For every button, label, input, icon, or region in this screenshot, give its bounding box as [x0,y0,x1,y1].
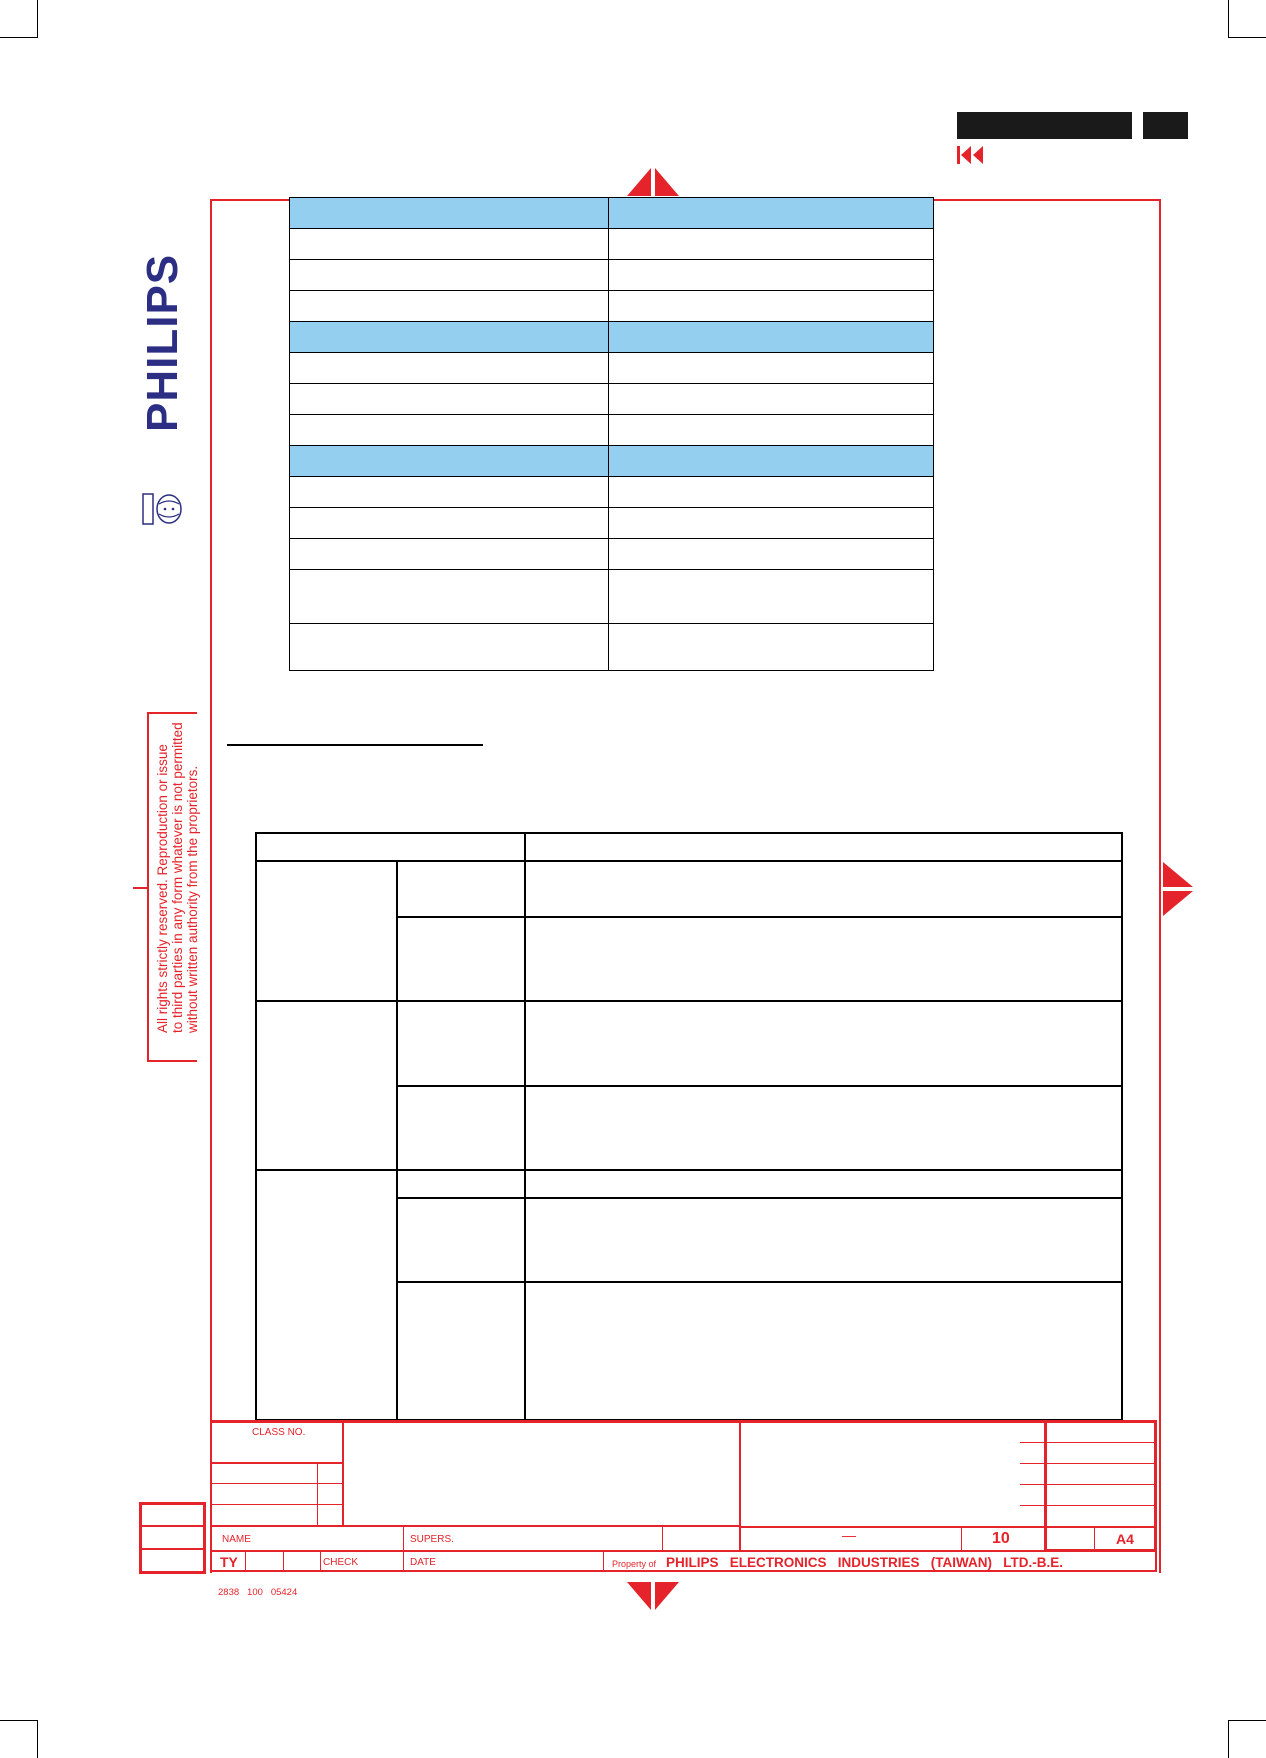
pg-col-c [1094,1526,1095,1551]
class-no-line-b [210,1504,344,1505]
table-row [256,1001,1122,1086]
ty-col-b [283,1550,284,1572]
revision-line-2 [1020,1463,1157,1464]
header-page-bar [1143,112,1188,139]
initials: TY [220,1554,238,1570]
name-row-top [210,1525,740,1527]
crop-mark-br-h [1228,1720,1266,1721]
property-of-label: Property of [612,1559,657,1569]
rights-box-tick [133,887,149,889]
table-row [256,1170,1122,1198]
check-label: CHECK [323,1557,359,1568]
table-row [290,624,934,671]
paper-size: A4 [1116,1531,1134,1547]
grouped-table [255,832,1123,1421]
ty-col-a [245,1550,246,1572]
spec-table-header-2 [290,322,934,353]
supers-label: SUPERS. [410,1534,454,1545]
table-row [290,570,934,624]
crop-mark-tr-v [1228,0,1229,38]
date-col [662,1525,663,1550]
table-row [290,260,934,291]
revision-line-4 [1020,1505,1157,1506]
class-no-col [317,1462,318,1525]
registration-mark-bottom [625,1582,681,1610]
supers-col [403,1525,404,1572]
rewind-icon[interactable] [957,146,985,164]
revision-box [1044,1420,1157,1552]
class-no-line-a [210,1483,344,1484]
table-row [290,415,934,446]
registration-mark-top [625,168,681,196]
table-row [290,384,934,415]
crop-mark-tl-v [37,0,38,38]
philips-shield-icon [142,492,182,526]
class-no-divider [210,1462,344,1464]
name-label: NAME [222,1534,251,1545]
side-box [139,1502,206,1574]
check-col [320,1550,321,1572]
crop-mark-bl-v [37,1720,38,1758]
company-name: PHILIPS ELECTRONICS INDUSTRIES (TAIWAN) LTD.-B.E. [666,1555,1064,1570]
philips-logo: PHILIPS [138,253,187,432]
property-col [603,1550,604,1572]
rights-box-top [147,712,197,714]
revision-line-1 [1020,1442,1157,1443]
section-heading-underline [227,744,483,746]
crop-mark-tr-h [1228,37,1266,38]
table-row [256,861,1122,917]
dash-mark: — [842,1527,856,1543]
registration-mark-right [1163,862,1193,916]
table-row [290,539,934,570]
grouped-table-header [256,833,1122,861]
name-row-bottom [210,1550,1157,1552]
crop-mark-br-v [1228,1720,1229,1758]
document-code: 2838 100 05424 [218,1587,298,1598]
side-box-line-1 [139,1525,206,1527]
crop-mark-bl-h [0,1720,38,1721]
pg-col-a [961,1526,962,1551]
spec-table [289,197,934,671]
date-label: DATE [410,1557,436,1568]
rights-statement: All rights strictly reserved. Reproduction or issue to third parties in any form whatever is not permitted without written authority from the proprietors. [155,722,200,1033]
table-row [290,229,934,260]
table-row [290,508,934,539]
table-row [290,353,934,384]
crop-mark-tl-h [0,37,38,38]
table-row [290,291,934,322]
page-number: 10 [992,1530,1010,1547]
rights-box-bottom [147,1060,197,1062]
table-row [290,477,934,508]
spec-table-header-1 [290,198,934,229]
pg-col-b [1044,1526,1045,1551]
side-box-line-2 [139,1548,206,1550]
header-title-bar [957,112,1132,139]
class-no-label: CLASS NO. [252,1427,306,1438]
spec-table-header-3 [290,446,934,477]
revision-line-3 [1020,1484,1157,1485]
